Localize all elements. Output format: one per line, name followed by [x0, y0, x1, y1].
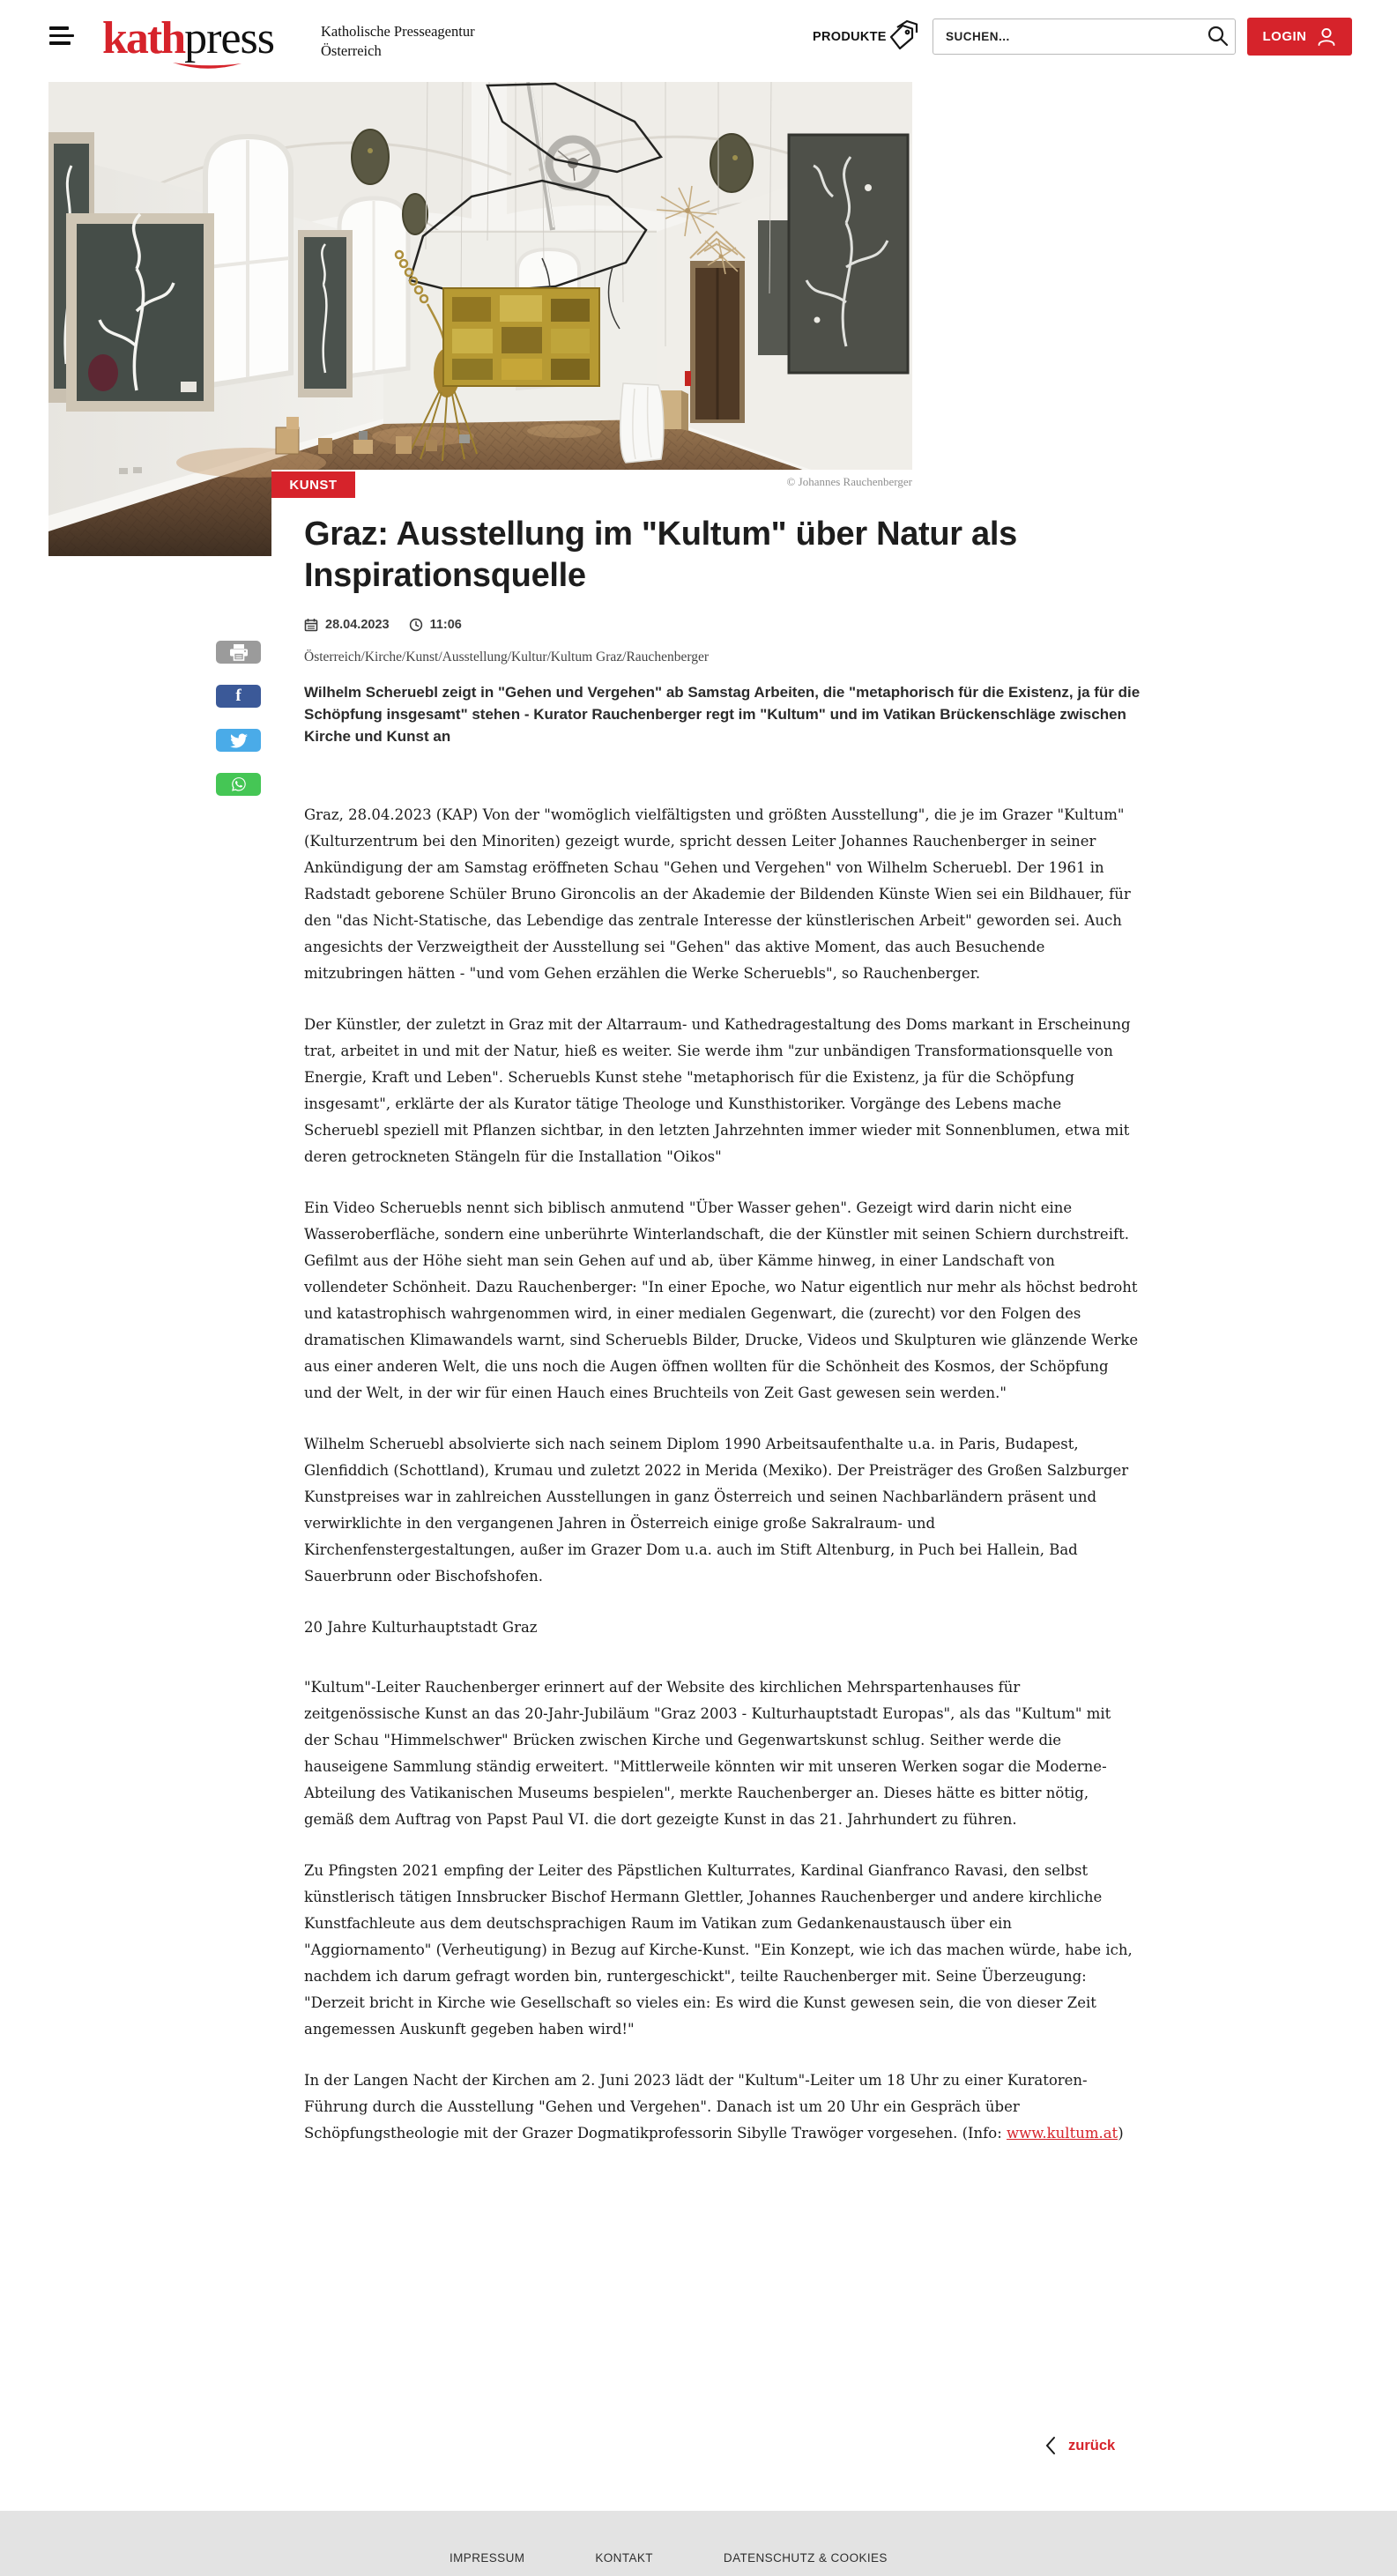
search-icon[interactable] — [1206, 25, 1230, 49]
article-date: 28.04.2023 — [325, 618, 390, 632]
article-time: 11:06 — [429, 618, 462, 632]
article-body — [304, 802, 1140, 2171]
paragraph: Der Künstler, der zuletzt in Graz mit der Altarraum- und Kathedragestaltung des Doms markant in Erscheinung trat, arbeitet in und mit der Natur, hieß es weiter. Sie werde ihm "zur unbändigen Transformationsquelle von Energie, Kraft und Leben". Scheruebls Kunst stehe "metaphorisch für die Existenz, ja für die Schöpfung insgesamt", erklärte der als Kurator tätige Theologe und Kunsthistoriker. Vorgänge des Lebens mache Scheruebl speziell mit Pflanzen sichtbar, in den letzten Jahrzehnten immer wieder mit Sonnenblumen, etwa mit deren getrockneten Stängeln für die Installation "Oikos" — [304, 1016, 1131, 1165]
search-input[interactable] — [933, 19, 1236, 55]
footer-link-kontakt[interactable]: KONTAKT — [595, 2551, 653, 2565]
category-badge[interactable]: KUNST — [271, 471, 355, 498]
artwork-frame-1 — [66, 213, 214, 412]
print-button[interactable] — [216, 641, 261, 664]
search-box — [933, 19, 1236, 55]
article-subheading: 20 Jahre Kulturhauptstadt Graz — [304, 1619, 538, 1636]
paragraph: Zu Pfingsten 2021 empfing der Leiter des Päpstlichen Kulturrates, Kardinal Gianfranco Ravasi, den selbst künstlerisch tätigen Innsbrucker Bischof Hermann Glettler, Johannes Rauchenberger und andere kirchliche Kunstfachleute aus dem deutschsprachigen Raum im Vatikan zum Gedankenaustausch über ein "Aggiornamento" (Verheutigung) in Bezug auf Kirche-Kunst. "Ein Konzept, wie ich das machen würde, habe ich, nachdem ich darum gefragt worden bin, runtergeschickt", teilte Rauchenberger mit. Seine Überzeugung: "Derzeit bricht in Kirche wie Gesellschaft so vieles ein: Es wird die Kunst gewesen sein, die von dieser Zeit angemessen Auskunft gegeben haben wird!" — [304, 1862, 1133, 2038]
footer — [0, 2511, 1397, 2576]
share-column — [216, 641, 261, 796]
clock-icon — [409, 618, 423, 632]
login-label: LOGIN — [1262, 29, 1307, 44]
twitter-icon — [229, 732, 249, 748]
paragraph: Wilhelm Scheruebl absolvierte sich nach seinem Diplom 1990 Arbeitsaufenthalte u.a. in Paris, Budapest, Glenfiddich (Schottland), Krumau und zuletzt 2022 in Merida (Mexiko). Der Preisträger des Großen Salzburger Kunstpreises war in zahlreichen Ausstellungen in ganz Österreich und seinen Nachbarländern präsent und verwirklichte in den vergangenen Jahren in Österreich einige große Sakralraum- und Kirchenfenstergestaltungen, außer im Grazer Dom u.a. auch im Stift Altenburg, in Puch bei Hallein, Bad Sauerbrunn oder Bischofshofen. — [304, 1436, 1129, 1585]
article-title: Graz: Ausstellung im "Kultum" über Natur als Inspirationsquelle — [304, 516, 1017, 594]
chevron-left-icon — [1044, 2436, 1056, 2455]
logo-swoosh — [171, 60, 243, 74]
tags-icon[interactable] — [883, 19, 922, 59]
artwork-frame-2 — [298, 230, 353, 397]
kultum-link[interactable]: www.kultum.at — [1007, 2125, 1118, 2142]
hamburger-menu-button[interactable] — [49, 26, 74, 46]
print-icon — [228, 644, 249, 661]
paragraph: Ein Video Scheruebls nennt sich biblisch anmutend "Über Wasser gehen". Gezeigt wird darin nicht eine Wasseroberfläche, sondern eine unberührte Winterlandschaft, die der Künstler mit seinen Schiern durchstreift. Gefilmt aus der Höhe sieht man sein Gehen auf und ab, über Kämme hinweg, in einer Landschaft von vollendeter Schönheit. Dazu Rauchenberger: "In einer Epoche, wo Natur eigentlich nur mehr als höchst bedroht und katastrophisch wahrgenommen wird, in einer medialen Gegenwart, die (zurecht) vor den Folgen des dramatischen Klimawandels warnt, sind Scheruebls Bilder, Drucke, Videos und Skulpturen wie glänzende Werke aus einer anderen Welt, die uns noch die Augen öffnen wollten für die Schönheit des Kosmos, der Schöpfung und der Welt, in der wir für einen Hauch eines Bruchteils von Zeit Gast gewesen sein werden." — [304, 1199, 1139, 1401]
facebook-icon: f — [235, 687, 242, 705]
kathpress-logo[interactable] — [102, 12, 274, 74]
back-label: zurück — [1068, 2437, 1116, 2454]
paragraph: Graz, 28.04.2023 (KAP) Von der "womöglich vielfältigsten und größten Ausstellung", die je im Grazer "Kultum" (Kulturzentrum bei den Minoriten) gezeigt wurde, spricht dessen Leiter Johannes Rauchenberger in seiner Ankündigung der am Samstag eröffneten Schau "Gehen und Vergehen" von Wilhelm Scheruebl. Der 1961 in Radstadt geborene Schüler Bruno Gironcolis an der Akademie der Bildenden Künste Wien sei ein Bildhauer, für den "das Nicht-Statische, das Lebendige das zentrale Interesse der künstlerischen Arbeit" geworden sei. Auch angesichts der Verzweigtheit der Ausstellung sei "Gehen" das aktive Moment, das auch Besuchende mitzubringen hätten - "und vom Gehen erzählen die Werke Scheruebls", so Rauchenberger. — [304, 806, 1131, 982]
hamburger-menu-icon — [49, 26, 69, 30]
facebook-share-button[interactable] — [216, 685, 261, 708]
footer-link-impressum[interactable]: IMPRESSUM — [450, 2551, 525, 2565]
article-meta — [304, 618, 462, 632]
paragraph: "Kultum"-Leiter Rauchenberger erinnert auf der Website des kirchlichen Mehrspartenhauses für zeitgenössische Kunst an das 20-Jahr-Jubiläum "Graz 2003 - Kulturhauptstadt Europas", als das "Kultum" mit der Schau "Himmelschwer" Brücken zwischen Kirche und Gegenwartskunst schlug. Seither werde die hauseigene Sammlung ständig erweitert. "Mittlerweile könnten wir mit unseren Werken sogar die Moderne-Abteilung des Vatikanischen Museums bespielen", merkte Rauchenberger an. Dieses hätte es bitter nötig, gemäß dem Auftrag von Papst Paul VI. die dort gezeigte Kunst in das 21. Jahrhundert zu führen. — [304, 1679, 1111, 1828]
artwork-yellow-painting — [443, 288, 599, 386]
whatsapp-share-button[interactable] — [216, 773, 261, 796]
logo-text-press: press — [184, 13, 275, 63]
login-button[interactable] — [1247, 18, 1352, 56]
calendar-icon — [304, 618, 318, 632]
paragraph-closing: In der Langen Nacht der Kirchen am 2. Juni 2023 lädt der "Kultum"-Leiter um 18 Uhr zu einer Kuratoren-Führung durch die Ausstellung "Gehen und Vergehen". Danach ist um 20 Uhr ein Gespräch über Schöpfungstheologie mit der Grazer Dogmatikprofessorin Sibylle Trawöger vorgesehen. (Info: www.kultum.at) — [304, 2072, 1124, 2142]
article-lead: Wilhelm Scheruebl zeigt in "Gehen und Vergehen" ab Samstag Arbeiten, die "metaphorisch für die Existenz, ja für die Schöpfung insgesamt" stehen - Kurator Rauchenberger regt im "Kultum" und im Vatikan Brückenschläge zwischen Kirche und Kunst an — [304, 684, 1141, 745]
user-icon — [1316, 26, 1337, 48]
article-tags[interactable]: Österreich/Kirche/Kunst/Ausstellung/Kultur/Kultum Graz/Rauchenberger — [304, 650, 709, 664]
back-link[interactable] — [1044, 2436, 1115, 2455]
twitter-share-button[interactable] — [216, 729, 261, 752]
footer-links — [450, 2551, 888, 2565]
whatsapp-icon — [230, 776, 248, 793]
logo-tagline: Katholische Presseagentur Österreich — [321, 23, 475, 59]
logo-text-kath: kath — [102, 13, 185, 63]
footer-link-datenschutz[interactable]: DATENSCHUTZ & COOKIES — [723, 2551, 888, 2565]
image-credit: © Johannes Rauchenberger — [786, 475, 912, 488]
produkte-button[interactable]: PRODUKTE — [807, 29, 892, 45]
